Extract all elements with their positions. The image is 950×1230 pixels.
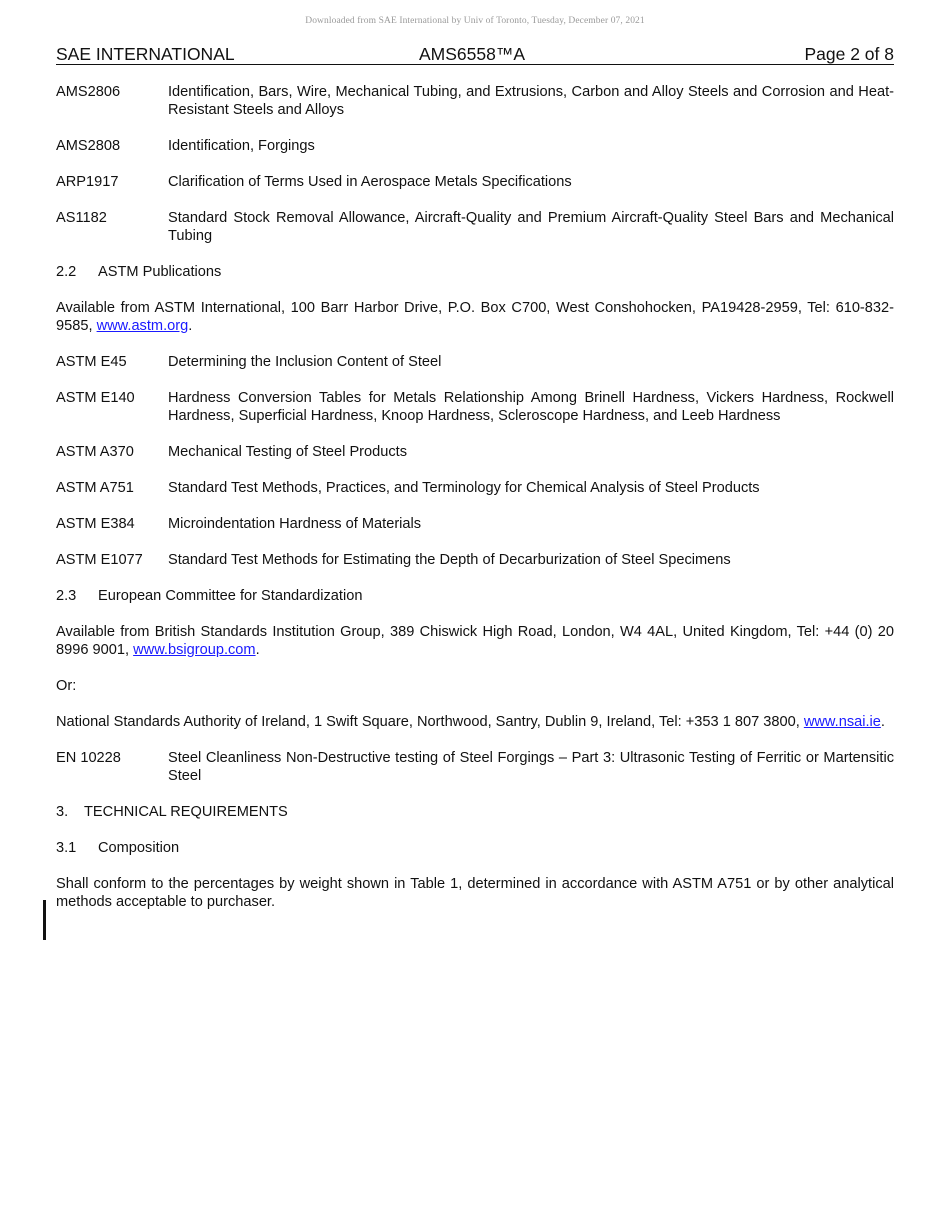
reference-code: ASTM A370 [56, 444, 134, 460]
section-heading-astm [56, 263, 894, 281]
availability-text: Available from British Standards Institution Group, 389 Chiswick High Road, London, W4 4AL, United Kingdom, Tel: +44 (0) 20 8996 9001, [56, 624, 894, 658]
header-org: SAE INTERNATIONAL [56, 44, 235, 64]
reference-entry [56, 83, 894, 119]
reference-title: Identification, Forgings [168, 138, 315, 154]
page-header [56, 44, 894, 65]
reference-title: Microindentation Hardness of Materials [168, 516, 422, 532]
reference-title: Standard Stock Removal Allowance, Aircraft-Quality and Premium Aircraft-Quality Steel Bars and Mechanical Tubing [168, 210, 894, 244]
reference-title: Identification, Bars, Wire, Mechanical Tubing, and Extrusions, Carbon and Alloy Steels and Corrosion and Heat-Resistant Steels and Alloys [168, 84, 894, 118]
reference-code: ASTM E384 [56, 516, 135, 532]
availability-text: Available from ASTM International, 100 Barr Harbor Drive, P.O. Box C700, West Conshohocken, PA19428-2959, Tel: 610-832-9585, [56, 300, 894, 334]
reference-entry [56, 389, 894, 425]
reference-entry [56, 443, 894, 461]
astm-link[interactable]: www.astm.org [96, 318, 189, 334]
section-heading-cen [56, 587, 894, 605]
reference-entry [56, 749, 894, 785]
reference-entry [56, 137, 894, 155]
nsai-link[interactable]: www.nsai.ie [803, 714, 881, 730]
section-heading-technical [56, 803, 894, 821]
composition-text: Shall conform to the percentages by weight shown in Table 1, determined in accordance with ASTM A751 or by other analytical methods acceptable to purchaser. [56, 876, 894, 910]
reference-entry [56, 551, 894, 569]
bsi-availability [56, 623, 894, 659]
reference-code: AS1182 [56, 210, 107, 226]
astm-availability [56, 299, 894, 335]
section-title: TECHNICAL REQUIREMENTS [84, 804, 288, 820]
or-text: Or: [56, 678, 77, 694]
section-heading-composition [56, 839, 894, 857]
document-body [56, 83, 894, 929]
reference-title: Hardness Conversion Tables for Metals Relationship Among Brinell Hardness, Vickers Hardness, Rockwell Hardness, Superficial Hardness, Knoop Hardness, Scleroscope Hardness, and Leeb Hardness [168, 390, 894, 424]
reference-entry [56, 515, 894, 533]
reference-code: ASTM E1077 [56, 552, 143, 568]
section-title: ASTM Publications [98, 264, 222, 280]
reference-entry [56, 173, 894, 191]
section-number: 2.2 [56, 264, 77, 280]
availability-text: National Standards Authority of Ireland, 1 Swift Square, Northwood, Santry, Dublin 9, Ireland, Tel: +353 1 807 3800, [56, 714, 804, 730]
reference-code: AMS2806 [56, 84, 121, 100]
reference-code: ASTM A751 [56, 480, 134, 496]
reference-title: Standard Test Methods for Estimating the Depth of Decarburization of Steel Specimens [168, 552, 731, 568]
period: . [188, 318, 193, 334]
reference-code: ASTM E45 [56, 354, 127, 370]
header-doc-id: AMS6558™A [419, 44, 526, 64]
reference-title: Determining the Inclusion Content of Steel [168, 354, 442, 370]
revision-change-bar [43, 900, 46, 940]
section-title: European Committee for Standardization [98, 588, 363, 604]
reference-code: ARP1917 [56, 174, 119, 190]
reference-code: AMS2808 [56, 138, 121, 154]
section-number: 3.1 [56, 840, 77, 856]
nsai-availability [56, 713, 894, 731]
reference-code: EN 10228 [56, 750, 121, 766]
reference-title: Mechanical Testing of Steel Products [168, 444, 408, 460]
section-number: 3. [56, 804, 69, 820]
reference-code: ASTM E140 [56, 390, 135, 406]
header-page-number: Page 2 of 8 [804, 44, 894, 64]
reference-entry [56, 479, 894, 497]
section-number: 2.3 [56, 588, 77, 604]
reference-entry [56, 353, 894, 371]
period: . [255, 642, 260, 658]
period: . [880, 714, 885, 730]
download-watermark: Downloaded from SAE International by Univ of Toronto, Tuesday, December 07, 2021 [305, 16, 645, 26]
bsi-link[interactable]: www.bsigroup.com [133, 642, 256, 658]
reference-title: Clarification of Terms Used in Aerospace Metals Specifications [168, 174, 572, 190]
reference-title: Steel Cleanliness Non-Destructive testing of Steel Forgings – Part 3: Ultrasonic Testing of Ferritic or Martensitic Steel [168, 750, 894, 784]
reference-title: Standard Test Methods, Practices, and Terminology for Chemical Analysis of Steel Products [168, 480, 760, 496]
section-title: Composition [98, 840, 180, 856]
reference-entry [56, 209, 894, 245]
